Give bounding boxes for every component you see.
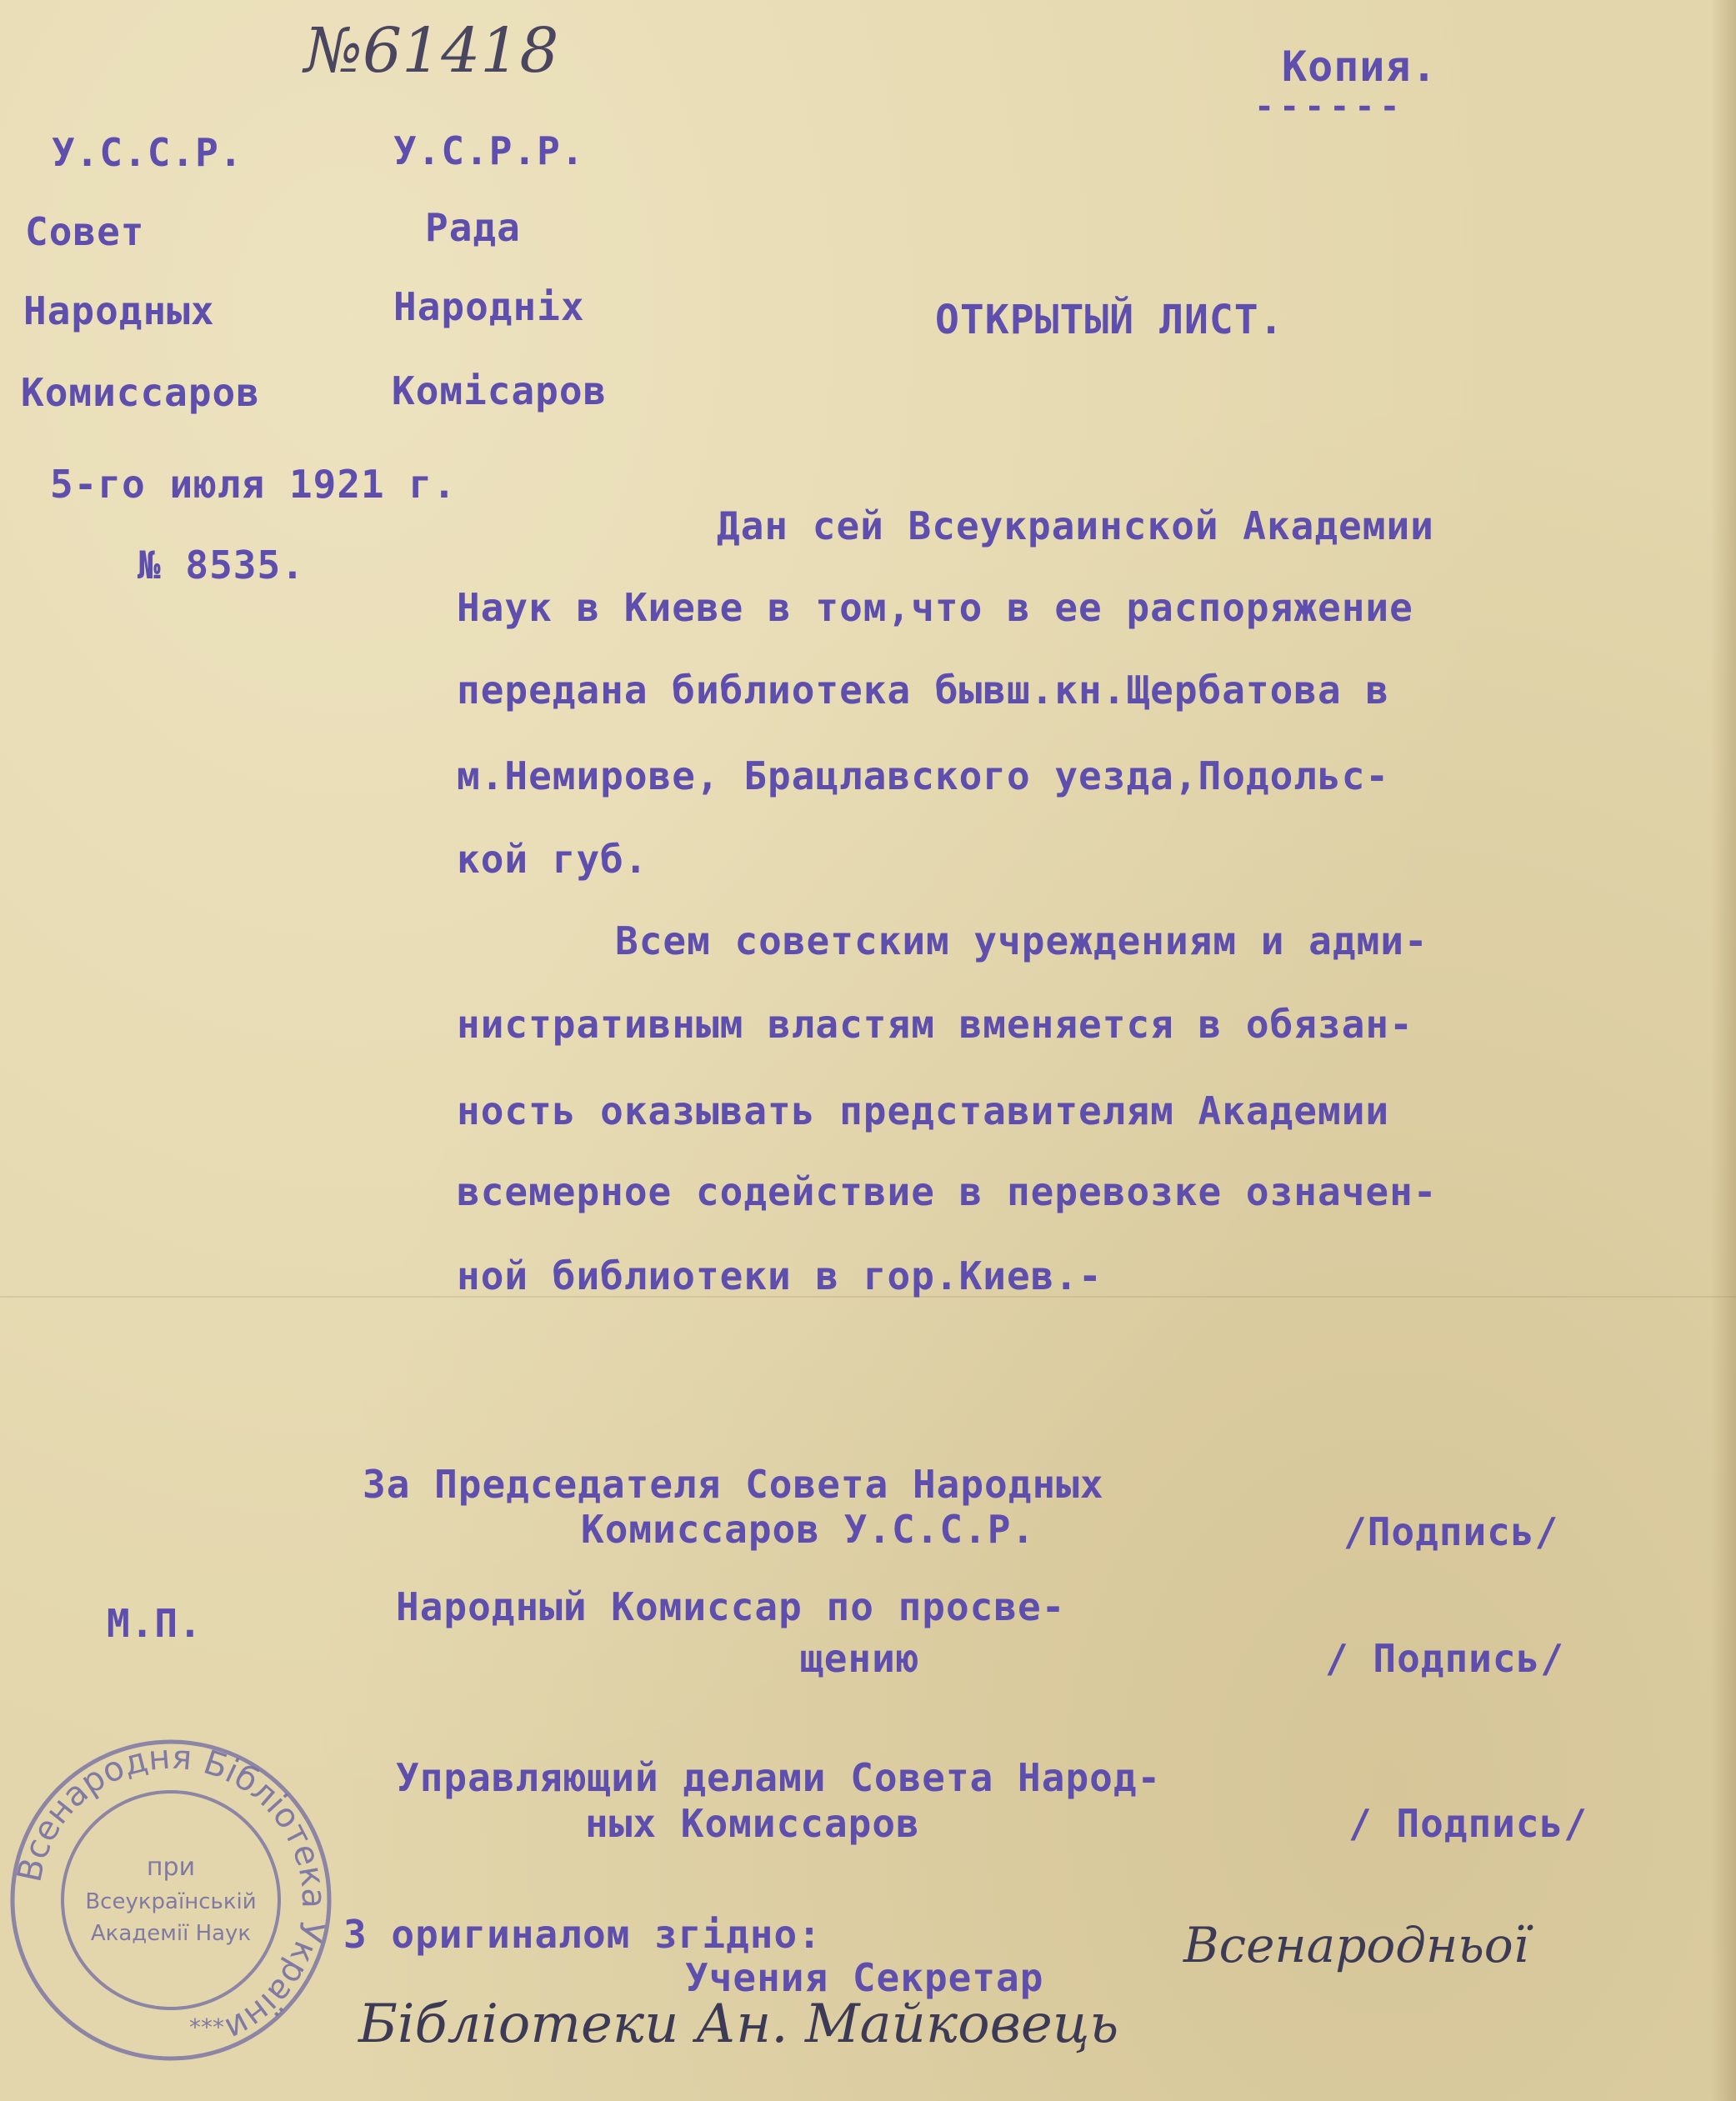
chair-line-1: За Председателя Совета Народных (363, 1462, 1104, 1507)
stamp-inner-line-2: Всеукраїнській (85, 1889, 257, 1914)
header-left-line-3: Народных (23, 288, 215, 333)
body-line-7: нистративным властям вменяется в обязан- (457, 1002, 1413, 1047)
document-number: № 8535. (138, 543, 305, 588)
header-right-line-2: Рада (425, 205, 521, 250)
manager-signature: / Подпись/ (1348, 1801, 1588, 1846)
body-line-3: передана библиотека бывш.кн.Щербатова в (457, 668, 1390, 713)
paper-edge-shadow (1711, 0, 1736, 2101)
document-title: ОТКРЫТЫЙ ЛИСТ. (935, 297, 1284, 343)
header-left-line-1: У.С.С.Р. (52, 130, 243, 175)
certification-line-2: Учения Секретар (685, 1955, 1044, 2000)
stamp-outer-text: Всенародня Бібліотека України (10, 1738, 333, 2048)
stamp-stars: *** (189, 2013, 224, 2041)
handwritten-note-2: Бібліотеки Ан. Майковець (358, 1993, 1119, 2055)
header-left-line-4: Комиссаров (21, 370, 260, 415)
body-line-6: Всем советским учреждениям и адми- (615, 918, 1428, 963)
body-line-9: всемерное содействие в перевозке означен- (457, 1169, 1438, 1214)
body-line-2: Наук в Киеве в том,что в ее распоряжение (457, 585, 1413, 630)
commissar-line-1: Народный Комиссар по просве- (396, 1584, 1066, 1629)
stamp-inner-line-1: при (146, 1853, 196, 1882)
stamp-inner-line-3: Академії Наук (90, 1921, 252, 1946)
header-left-line-2: Совет (25, 209, 145, 254)
chair-signature: /Подпись/ (1343, 1509, 1559, 1554)
handwritten-note-1: Всенародньої (1183, 1917, 1529, 1973)
body-line-8: ность оказывать представителям Академии (457, 1088, 1390, 1133)
header-right-line-1: У.С.Р.Р. (393, 128, 585, 173)
commissar-signature: / Подпись/ (1325, 1636, 1564, 1681)
chair-line-2: Комиссаров У.С.С.Р. (581, 1507, 1036, 1552)
manager-line-1: Управляющий делами Совета Народ- (396, 1755, 1162, 1800)
body-line-1: Дан сей Всеукраинской Академии (717, 503, 1434, 548)
copy-mark: Копия. (1282, 43, 1438, 91)
library-stamp (0, 1733, 342, 2067)
copy-underline: ------ (1254, 88, 1405, 126)
manager-line-2: ных Комиссаров (585, 1801, 920, 1846)
commissar-line-2: щению (800, 1636, 920, 1681)
body-line-4: м.Немирове, Брацлавского уезда,Подольс- (457, 753, 1390, 798)
header-right-line-4: Комісаров (392, 368, 608, 413)
body-line-5: кой губ. (457, 837, 648, 882)
header-right-line-3: Народніх (393, 284, 585, 329)
archive-number: №61418 (304, 15, 559, 87)
seal-place-mark: М.П. (107, 1601, 203, 1646)
document-date: 5-го июля 1921 г. (50, 462, 457, 507)
certification-line-1: З оригиналом згідно: (343, 1912, 822, 1957)
body-line-10: ной библиотеки в гор.Киев.- (457, 1253, 1103, 1298)
